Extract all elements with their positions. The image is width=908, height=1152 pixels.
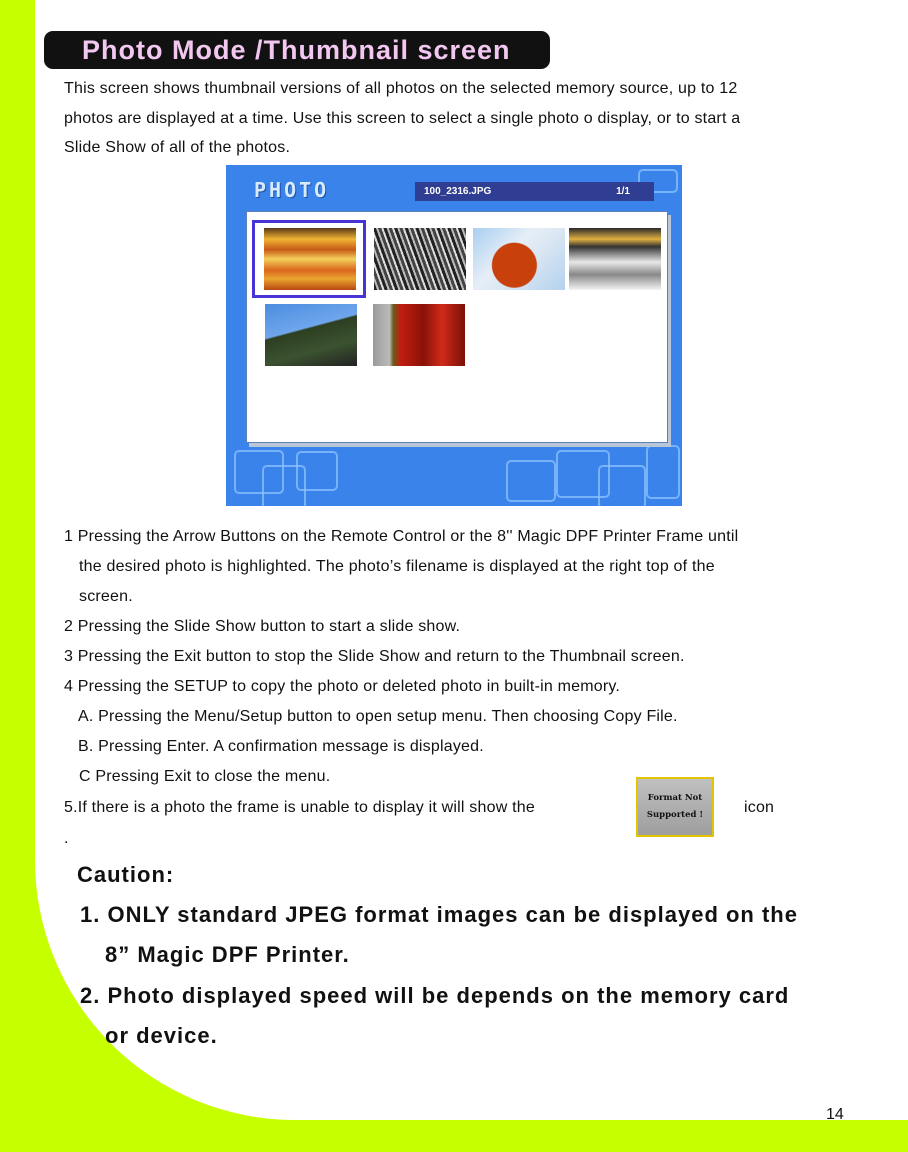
caution-item-2: 2. Photo displayed speed will be depends on the memory card [80,983,790,1008]
thumbnail-hillside[interactable] [265,304,357,366]
step-4b: B. Pressing Enter. A confirmation message is displayed. [78,738,484,755]
page-number: 14 [826,1106,844,1123]
step-4: 4 Pressing the SETUP to copy the photo or deleted photo in built-in memory. [64,678,621,695]
step-2: 2 Pressing the Slide Show button to start a slide show. [64,618,461,635]
intro-line: photos are displayed at a time. Use this screen to select a single photo o display, or to start a [64,109,741,127]
caution-item-1-cont: 8” Magic DPF Printer. [105,942,350,967]
screen-title: PHOTO [254,178,330,202]
badge-line: Supported ! [646,810,704,820]
intro-paragraph [64,74,884,163]
photo-count: 1/1 [616,186,630,197]
thumbnail-autumn-leaf[interactable] [473,228,565,290]
thumbnail-red-wall[interactable] [373,304,465,366]
step-3: 3 Pressing the Exit button to stop the Slide Show and return to the Thumbnail screen. [64,648,685,665]
step-5: 5.If there is a photo the frame is unable to display it will show the [64,799,535,816]
step-1-line: screen. [79,588,133,605]
step-5-icon-word: icon [744,799,775,816]
section-heading: Photo Mode /Thumbnail screen [44,31,550,69]
format-not-supported-icon [636,777,714,837]
step-5-period: . [64,830,69,847]
intro-line: This screen shows thumbnail versions of all photos on the selected memory source, up to 12 [64,80,738,97]
caution-title: Caution: [77,862,175,887]
thumbnail-bare-trees[interactable] [374,228,466,290]
filename: 100_2316.JPG [424,186,492,197]
thumbnail-sunset[interactable] [264,228,356,290]
step-4c: C Pressing Exit to close the menu. [79,768,331,785]
intro-line: Slide Show of all of the photos. [64,139,291,156]
step-1-line: the desired photo is highlighted. The photo’s filename is displayed at the right top of the [79,558,715,575]
caution-item-2-cont: or device. [105,1023,218,1048]
thumbnail-screen-screenshot [226,165,682,506]
step-4a: A. Pressing the Menu/Setup button to open setup menu. Then choosing Copy File. [78,708,678,725]
thumbnail-waterfall[interactable] [569,228,661,290]
caution-item-1: 1. ONLY standard JPEG format images can be displayed on the [80,902,798,927]
step-1-line: 1 Pressing the Arrow Buttons on the Remote Control or the 8'' Magic DPF Printer Frame until [64,528,739,545]
badge-line: Format Not [647,793,703,803]
filename-bar [415,182,654,201]
